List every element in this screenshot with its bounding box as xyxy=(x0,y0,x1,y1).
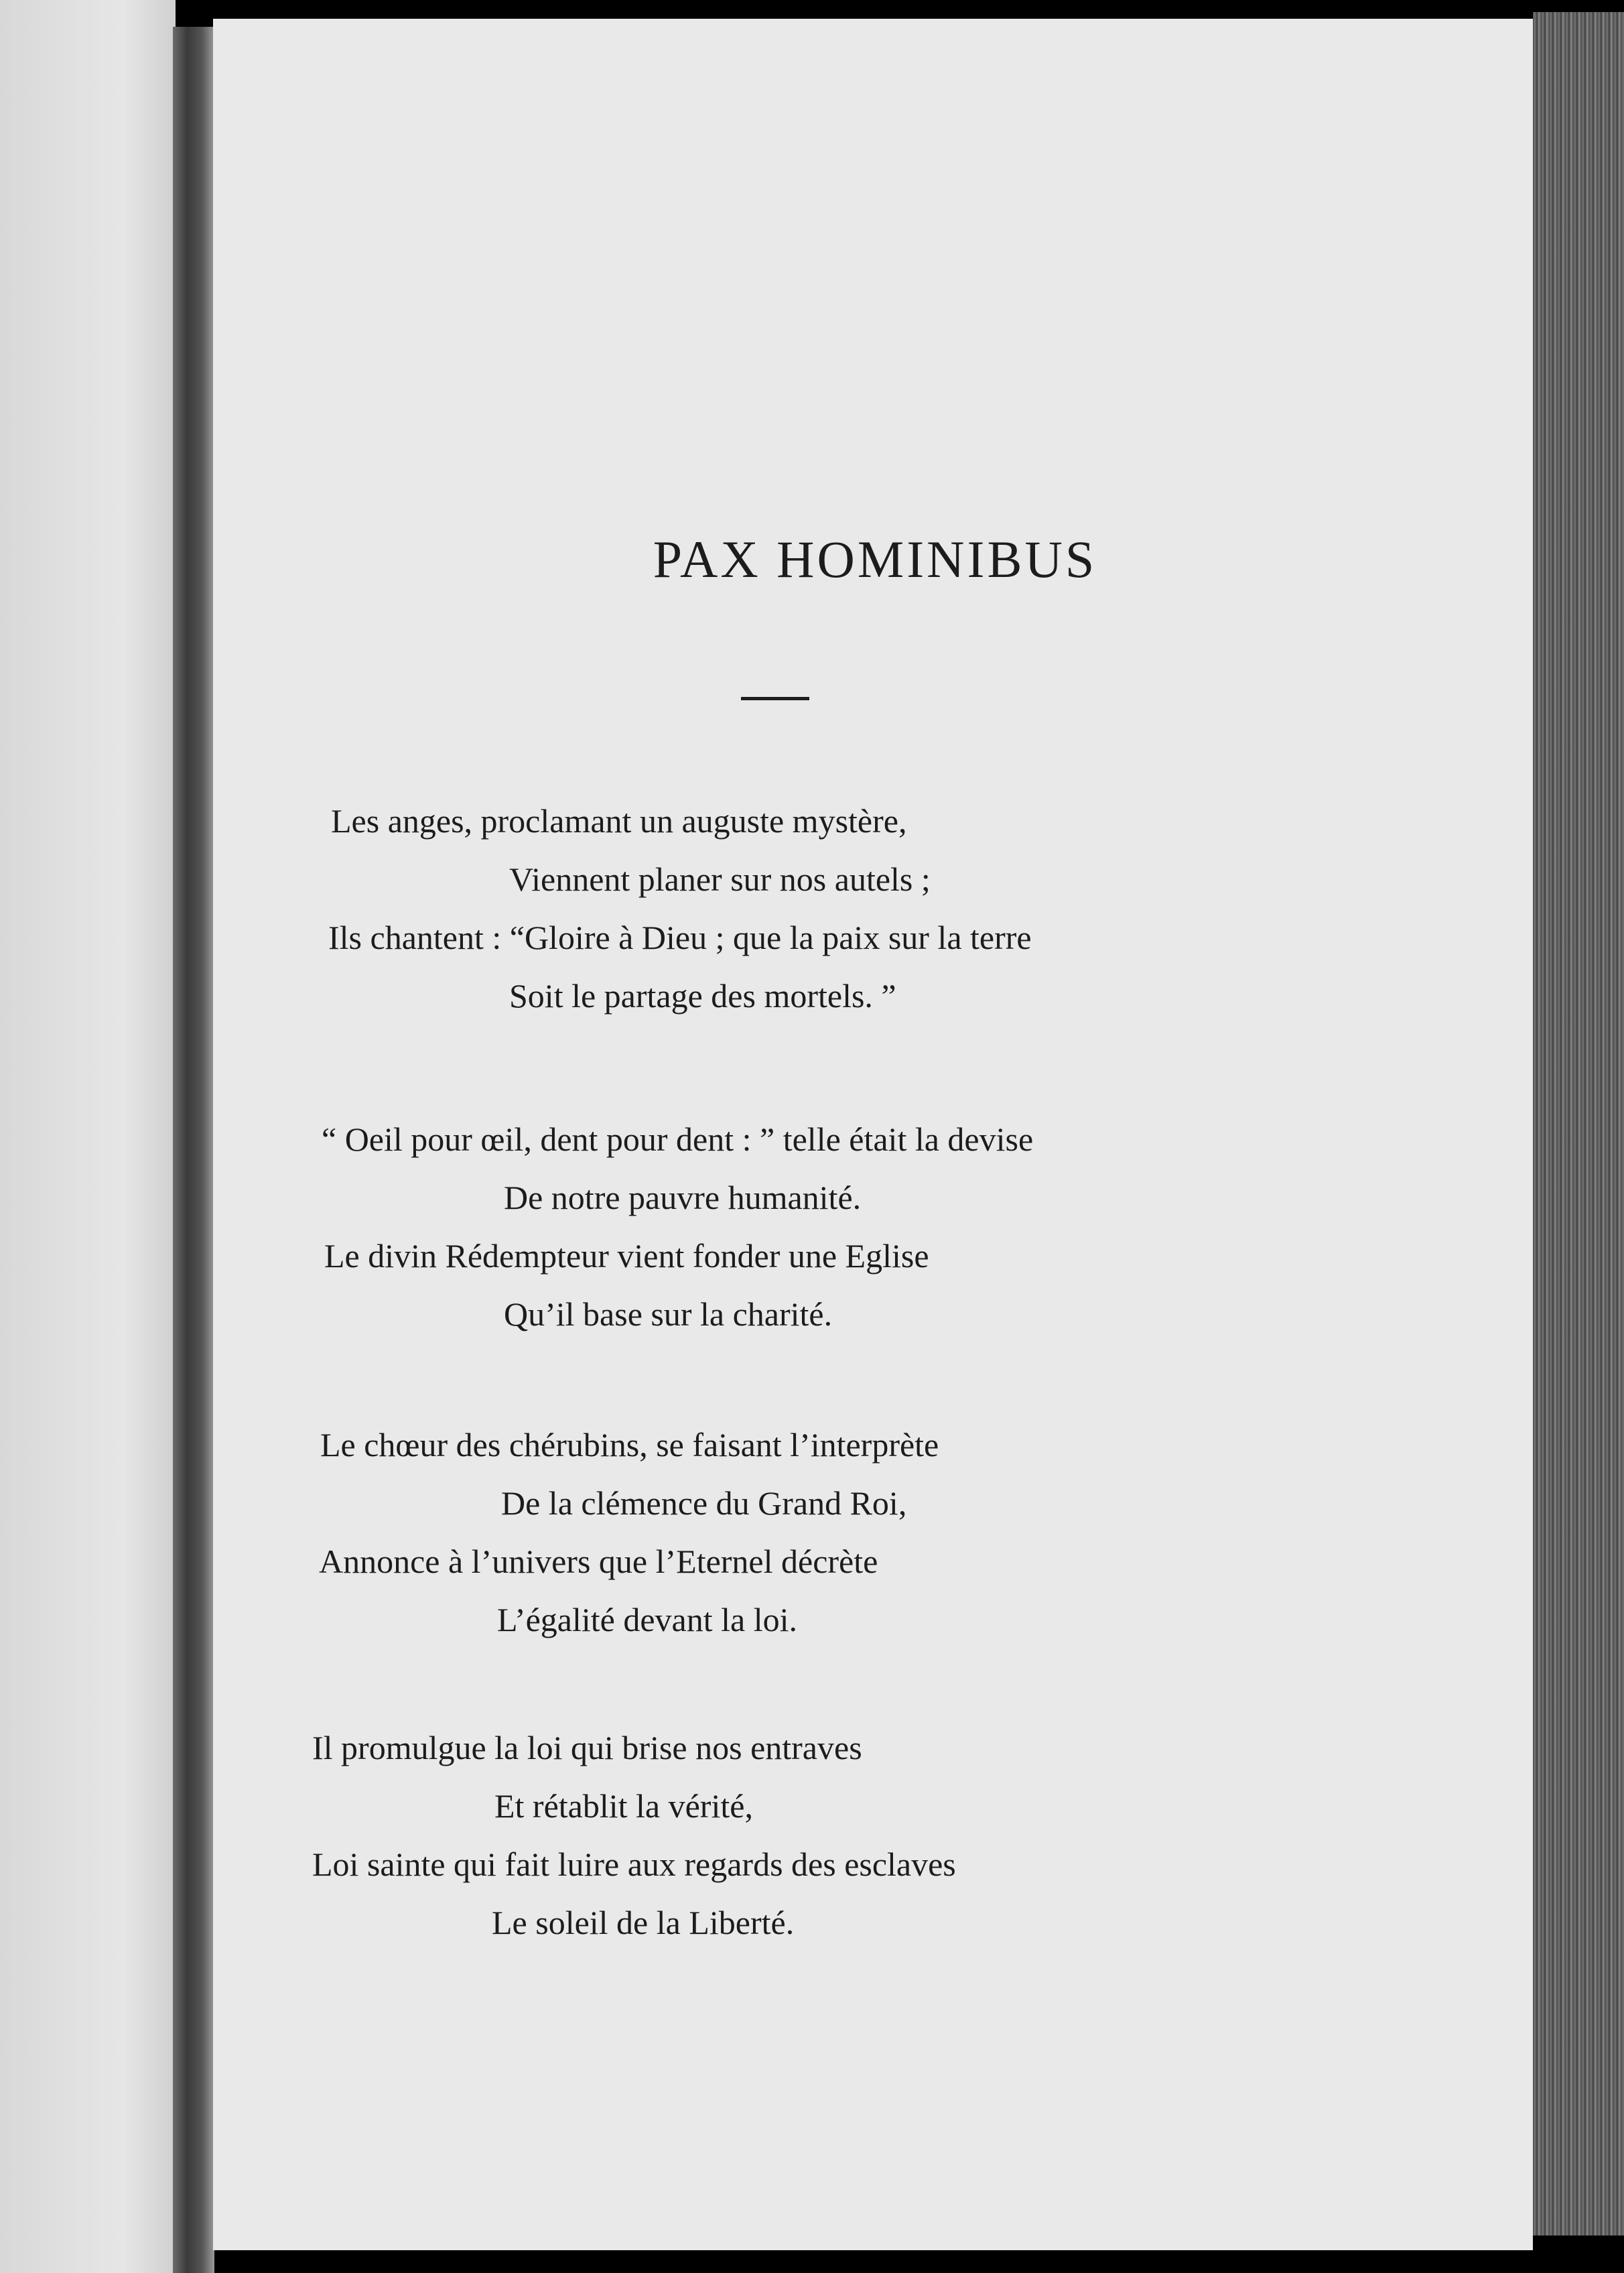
page-edge-shadow xyxy=(1533,2235,1624,2273)
verse-line: Les anges, proclamant un auguste mystère, xyxy=(331,802,907,840)
verse-line: Ils chantent : “Gloire à Dieu ; que la paix sur la terre xyxy=(328,919,1032,956)
book-gutter xyxy=(173,27,214,2273)
verse-line: Et rétablit la vérité, xyxy=(494,1787,753,1825)
verse-line: Le divin Rédempteur vient fonder une Eglise xyxy=(324,1237,929,1275)
title-rule xyxy=(741,697,809,700)
verse-line: Il promulgue la loi qui brise nos entraves xyxy=(312,1729,862,1766)
verse-line: Loi sainte qui fait luire aux regards des esclaves xyxy=(312,1845,956,1883)
poem-title: PAX HOMINIBUS xyxy=(653,530,1097,588)
verse-line: Le chœur des chérubins, se faisant l’interprète xyxy=(320,1426,939,1464)
verse-line: Soit le partage des mortels. ” xyxy=(509,977,896,1015)
page-edges xyxy=(1533,12,1624,2237)
verse-line: “ Oeil pour œil, dent pour dent : ” telle était la devise xyxy=(322,1120,1034,1158)
verse-line: Qu’il base sur la charité. xyxy=(504,1295,833,1333)
verse-line: De la clémence du Grand Roi, xyxy=(501,1484,907,1522)
facing-page xyxy=(0,0,176,2273)
verse-line: Le soleil de la Liberté. xyxy=(492,1904,795,1941)
verse-line: L’égalité devant la loi. xyxy=(497,1601,797,1638)
verse-line: Annonce à l’univers que l’Eternel décrète xyxy=(319,1543,878,1580)
verse-line: Viennent planer sur nos autels ; xyxy=(509,860,931,898)
verse-line: De notre pauvre humanité. xyxy=(504,1179,862,1216)
